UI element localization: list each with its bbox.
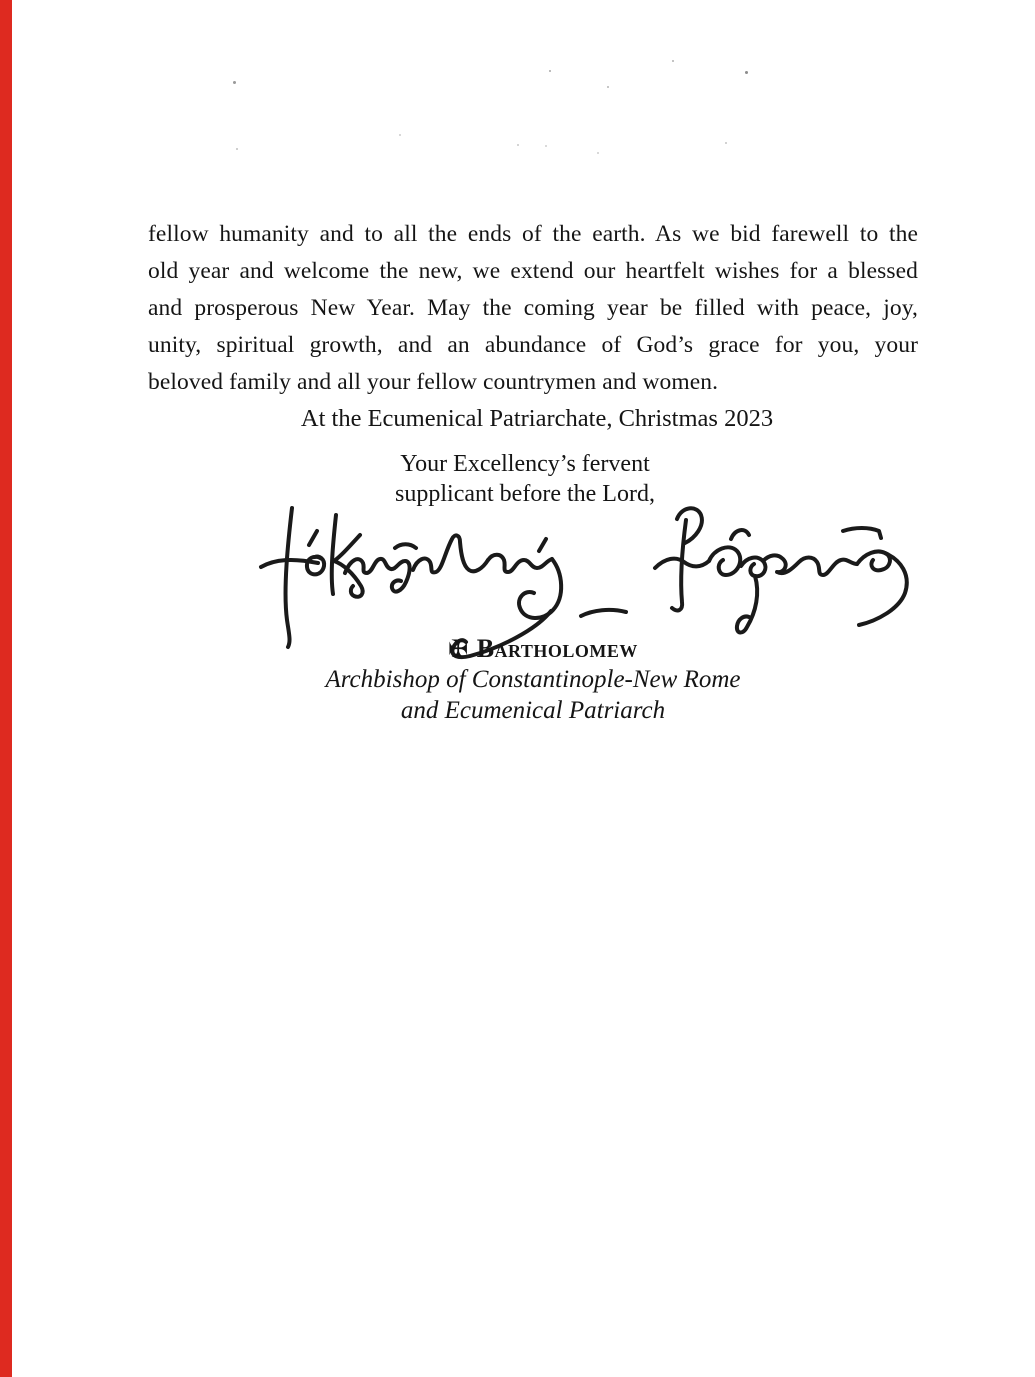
body-line: fellow humanity and to all the ends of the earth. As we bid farewell to the	[148, 221, 918, 247]
dateline: At the Ecumenical Patriarchate, Christmas 2023	[300, 405, 774, 432]
letter-body	[148, 216, 918, 401]
body-line: unity, spiritual growth, and an abundance of God’s grace for you, your	[148, 332, 918, 358]
scan-speck	[549, 70, 551, 72]
scan-speck	[236, 148, 238, 150]
scan-speck	[233, 81, 236, 84]
signatory-name-text: Bartholomew	[476, 634, 638, 663]
scan-speck	[517, 144, 519, 146]
body-line: and prosperous New Year. May the coming year be filled with peace, joy,	[148, 295, 918, 321]
closing-line: supplicant before the Lord,	[395, 481, 655, 507]
scan-speck	[745, 71, 748, 74]
body-line: beloved family and all your fellow countrymen and women.	[148, 369, 719, 395]
scan-speck	[399, 134, 401, 136]
maltese-cross-icon: ✠	[448, 637, 469, 663]
closing-line: Your Excellency’s fervent	[400, 451, 650, 477]
scan-speck	[597, 152, 599, 154]
body-line: old year and welcome the new, we extend our heartfelt wishes for a blessed	[148, 258, 918, 284]
signatory-name	[158, 634, 928, 664]
signatory-title-line: and Ecumenical Patriarch	[400, 697, 666, 724]
scan-speck	[672, 60, 674, 62]
scan-edge-stripe	[0, 0, 12, 1377]
scan-speck	[725, 142, 727, 144]
scan-speck	[607, 86, 609, 88]
signatory-title-line: Archbishop of Constantinople-New Rome	[325, 666, 741, 693]
scan-speck	[545, 145, 547, 147]
